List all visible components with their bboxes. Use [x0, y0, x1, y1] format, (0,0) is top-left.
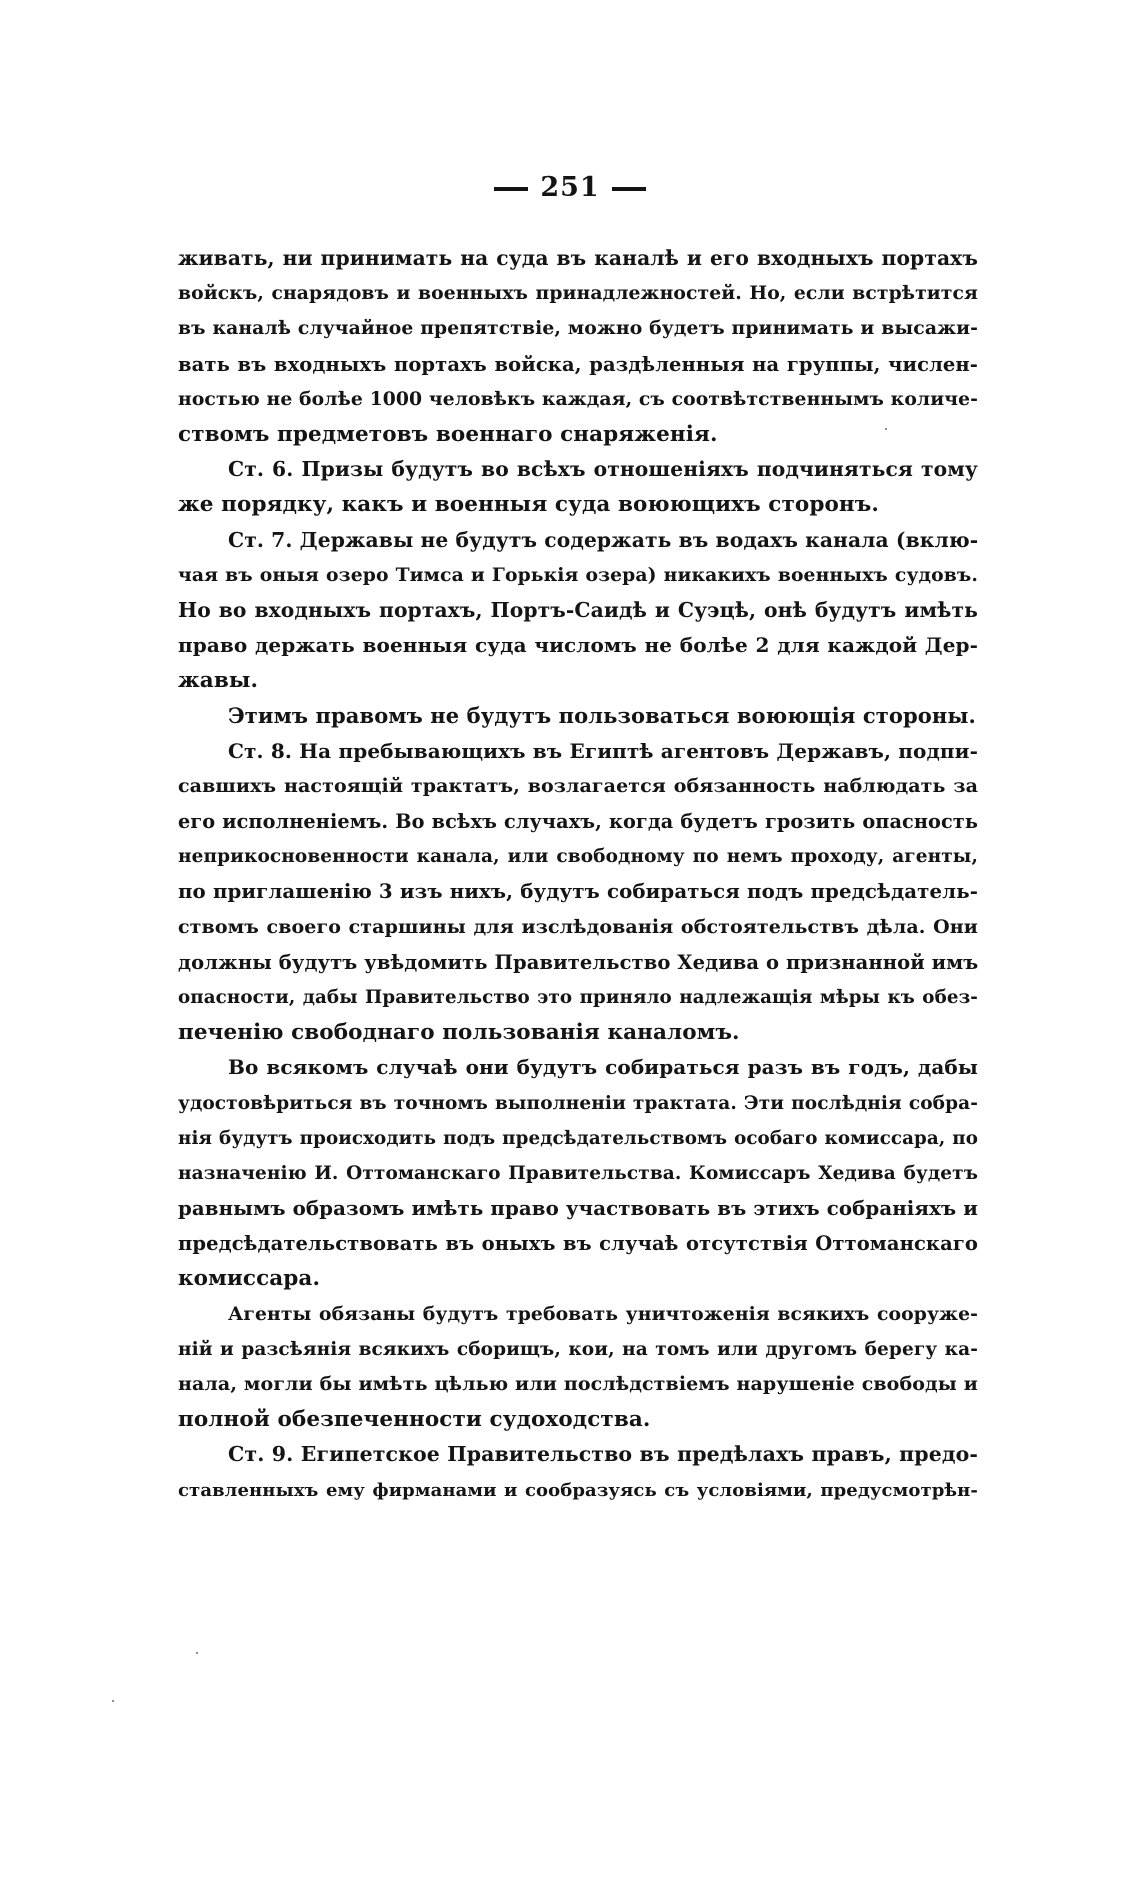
text-line: савшихъ настоящій трактатъ, возлагается обязанность наблюдать за	[178, 774, 978, 797]
article-9-heading-line: Ст. 9. Египетское Правительство въ предѣлахъ правъ, предо-	[228, 1442, 978, 1467]
page-number-value: 251	[540, 172, 600, 203]
scan-speck	[196, 1652, 198, 1654]
text-line: нія будутъ происходить подъ предсѣдательствомъ особаго комиссара, по	[178, 1127, 978, 1149]
article-7-heading-line: Ст. 7. Державы не будутъ содержать въ водахъ канала (вклю-	[228, 527, 979, 552]
scan-speck	[885, 428, 887, 430]
text-line: комиссара.	[178, 1266, 321, 1292]
dash-right	[612, 187, 646, 191]
text-line: Агенты обязаны будутъ требовать уничтоженія всякихъ сооруже-	[228, 1302, 978, 1325]
text-line: по приглашенію 3 изъ нихъ, будутъ собираться подъ предсѣдатель-	[178, 879, 978, 904]
text-line: ставленныхъ ему фирманами и сообразуясь съ условіями, предусмотрѣн-	[178, 1479, 978, 1501]
text-line: ностью не болѣе 1000 человѣкъ каждая, съ соотвѣтственнымъ количе-	[178, 387, 978, 410]
text-line: нала, могли бы имѣть цѣлью или послѣдствіемъ нарушеніе свободы и	[178, 1373, 978, 1395]
text-line: Во всякомъ случаѣ они будутъ собираться разъ въ годъ, дабы	[228, 1055, 978, 1080]
text-line: жавы.	[178, 668, 259, 694]
text-line: его исполненіемъ. Во всѣхъ случахъ, когда будетъ грозить опасность	[178, 810, 978, 833]
text-line: должны будутъ увѣдомить Правительство Хедива о признанной имъ	[178, 950, 979, 974]
text-line: въ каналѣ случайное препятствіе, можно будетъ принимать и высажи-	[178, 317, 978, 340]
text-line: Этимъ правомъ не будутъ пользоваться воюющія стороны.	[228, 703, 976, 729]
text-line: вать въ входныхъ портахъ войска, раздѣленныя на группы, числен-	[178, 352, 978, 376]
article-8-heading-line: Ст. 8. На пребывающихъ въ Египтѣ агентовъ Державъ, подпи-	[228, 738, 978, 763]
body-text	[178, 241, 978, 1508]
text-line: опасности, дабы Правительство это приняло надлежащія мѣры къ обез-	[178, 986, 978, 1008]
text-line: предсѣдательствовать въ оныхъ въ случаѣ отсутствія Оттоманскаго	[178, 1232, 978, 1256]
text-line: право держать военныя суда числомъ не болѣе 2 для каждой Дер-	[178, 633, 978, 658]
text-line: неприкосновенности канала, или свободному по немъ проходу, агенты,	[178, 846, 978, 868]
text-line: равнымъ образомъ имѣть право участвовать въ этихъ собраніяхъ и	[178, 1196, 978, 1221]
dash-left	[494, 187, 528, 191]
text-line: же порядку, какъ и военныя суда воюющихъ сторонъ.	[178, 492, 879, 518]
page-number	[0, 172, 1140, 203]
text-line: полной обезпеченности судоходства.	[178, 1407, 651, 1433]
text-line: Но во входныхъ портахъ, Портъ-Саидѣ и Суэцѣ, онѣ будутъ имѣть	[178, 597, 978, 622]
text-line: печенію свободнаго пользованія каналомъ.	[178, 1020, 740, 1046]
text-line: назначенію И. Оттоманскаго Правительства. Комиссаръ Хедива будетъ	[178, 1162, 978, 1184]
text-line: ствомъ своего старшины для изслѣдованія обстоятельствъ дѣла. Они	[178, 915, 978, 938]
text-line: чая въ оныя озеро Тимса и Горькія озера) никакихъ военныхъ судовъ.	[178, 563, 978, 586]
text-line: войскъ, снарядовъ и военныхъ принадлежностей. Но, если встрѣтится	[178, 282, 978, 305]
article-6-heading-line: Ст. 6. Призы будутъ во всѣхъ отношеніяхъ подчиняться тому	[228, 457, 978, 482]
text-line: ній и разсѣянія всякихъ сборищъ, кои, на томъ или другомъ берегу ка-	[178, 1338, 978, 1360]
scan-speck	[112, 1700, 114, 1702]
text-line: удостовѣриться въ точномъ выполненіи трактата. Эти послѣднія собра-	[178, 1092, 978, 1114]
text-line: ствомъ предметовъ военнаго снаряженія.	[178, 421, 718, 447]
text-line: живать, ни принимать на суда въ каналѣ и его входныхъ портахъ	[178, 246, 978, 270]
